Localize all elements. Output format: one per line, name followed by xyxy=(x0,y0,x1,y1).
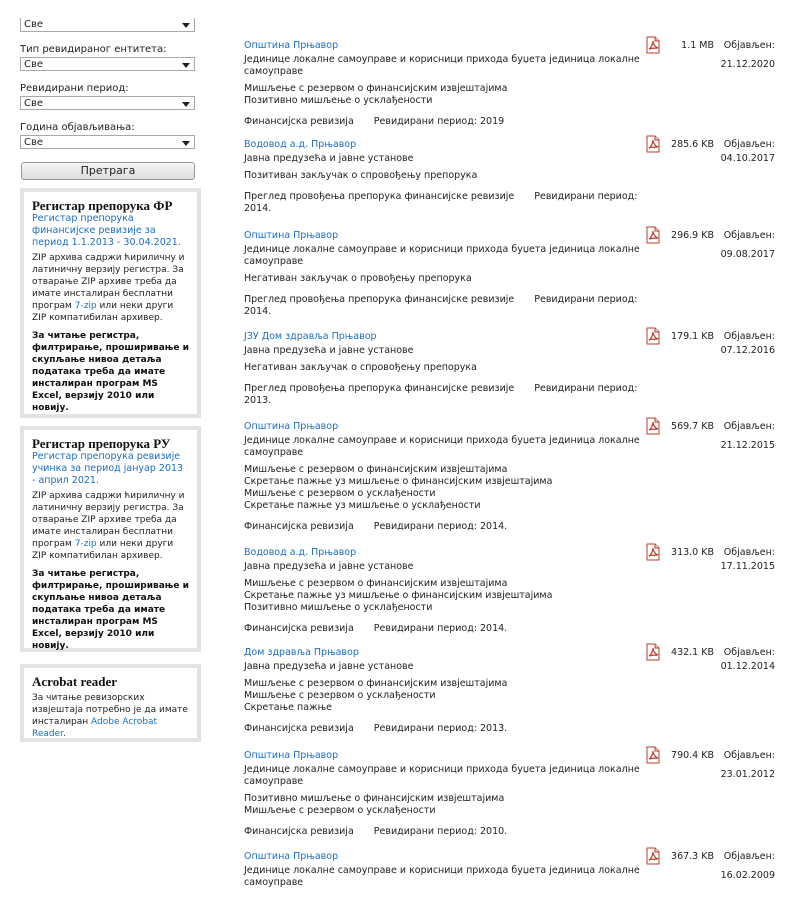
report-period-year: 2014. xyxy=(244,306,272,317)
register-fr-link[interactable]: Регистар препорука финансијске ревизије за период 1.1.2013 - 30.04.2021. xyxy=(32,213,181,248)
acrobat-text-start: За читање ревизорских извјештаја потребно је да имате инсталиран xyxy=(32,693,188,727)
first-filter-value: Све xyxy=(24,19,44,30)
year-value: Све xyxy=(24,137,44,148)
published-label: Објављен: xyxy=(723,750,775,761)
report-item xyxy=(243,851,783,905)
register-ru-zip-text xyxy=(32,490,189,562)
pdf-icon[interactable] xyxy=(646,847,660,865)
register-ru-excel-text: За читање регистра, филтрирање, проширивање и скупљање нивоа детаља података треба да имате инсталиран програм MS Excel, верзију 2010 или новију. xyxy=(32,569,189,651)
report-type: Преглед провођења препорука финансијске ревизије xyxy=(244,383,515,394)
report-type: Финансијска ревизија xyxy=(244,521,354,532)
report-period: Ревидирани период: 2014. xyxy=(373,521,508,532)
report-title-link[interactable]: ЈЗУ Дом здравља Прњавор xyxy=(244,331,377,342)
report-category: Јединице локалне самоуправе и корисници прихода буџета јединица локалне xyxy=(244,865,640,876)
report-title-link[interactable]: Водовод а.д. Прњавор xyxy=(244,547,357,558)
published-date: 23.01.2012 xyxy=(720,769,775,780)
report-type: Финансијска ревизија xyxy=(244,826,354,837)
entity-type-select[interactable] xyxy=(20,57,195,71)
file-size: 1.1 MB xyxy=(681,40,714,51)
report-opinion: Позитивно мишљење о усклађености xyxy=(244,95,433,106)
report-category: Јединице локалне самоуправе и корисници прихода буџета јединица локалне xyxy=(244,764,640,775)
published-label: Објављен: xyxy=(723,647,775,658)
acrobat-text xyxy=(32,692,189,740)
file-size: 367.3 KB xyxy=(671,851,714,862)
report-period: Ревидирани период: 2013. xyxy=(373,723,508,734)
report-opinion: Мишљење с резервом о финансијским извјештајима xyxy=(244,678,508,689)
report-opinion: Негативан закључак о спровођењу препорука xyxy=(244,362,477,373)
report-opinion: Позитивно мишљење о усклађености xyxy=(244,602,433,613)
published-date: 21.12.2020 xyxy=(720,59,775,70)
published-date: 04.10.2017 xyxy=(720,153,775,164)
acrobat-box xyxy=(20,664,201,742)
search-button[interactable]: Претрага xyxy=(21,162,195,180)
published-date: 09.08.2017 xyxy=(720,249,775,260)
report-item xyxy=(243,139,783,239)
published-date: 07.12.2016 xyxy=(720,345,775,356)
register-fr-title: Регистар препорука ФР xyxy=(32,198,173,213)
published-date: 21.12.2015 xyxy=(720,440,775,451)
file-size: 569.7 KB xyxy=(671,421,714,432)
year-select[interactable] xyxy=(20,135,195,149)
report-period xyxy=(534,383,637,395)
register-ru-box xyxy=(20,426,201,652)
pdf-icon[interactable] xyxy=(646,746,660,764)
report-item xyxy=(243,40,783,140)
register-fr-excel-text: За читање регистра, филтрирање, проширивање и скупљање нивоа детаља података треба да имате инсталиран програм MS Excel, верзију 2010 или новију. xyxy=(32,331,189,413)
report-type: Преглед провођења препорука финансијске ревизије xyxy=(244,191,515,202)
acrobat-title: Acrobat reader xyxy=(32,674,118,689)
pdf-icon[interactable] xyxy=(646,543,660,561)
period-select[interactable] xyxy=(20,96,195,110)
pdf-icon[interactable] xyxy=(646,643,660,661)
report-period: Ревидирани период: 2019 xyxy=(373,116,505,127)
pdf-icon[interactable] xyxy=(646,135,660,153)
report-opinion: Скретање пажње xyxy=(244,702,332,713)
published-label: Објављен: xyxy=(723,851,775,862)
report-period-label: Ревидирани период: xyxy=(534,383,638,394)
report-category: Јединице локалне самоуправе и корисници прихода буџета јединица локалне xyxy=(244,244,640,255)
chevron-down-icon xyxy=(182,63,190,68)
zip-text-end: или неки други ZIP компатибилан архивер. xyxy=(32,301,174,323)
report-opinion: Мишљење с резервом о усклађености xyxy=(244,488,436,499)
report-meta xyxy=(244,521,640,533)
report-opinion: Мишљење с резервом о усклађености xyxy=(244,690,436,701)
report-opinion: Мишљење с резервом о финансијским извјештајима xyxy=(244,578,508,589)
report-period-label: Ревидирани период: xyxy=(534,191,638,202)
report-category: самоуправе xyxy=(244,877,304,888)
published-label: Објављен: xyxy=(723,331,775,342)
file-size: 432.1 KB xyxy=(671,647,714,658)
register-ru-title: Регистар препорука РУ xyxy=(32,436,171,451)
report-opinion: Мишљење с резервом о усклађености xyxy=(244,805,436,816)
report-period-year: 2014. xyxy=(244,203,272,214)
report-item xyxy=(243,647,783,747)
file-size: 285.6 KB xyxy=(671,139,714,150)
entity-type-value: Све xyxy=(24,59,44,70)
register-ru-link[interactable]: Регистар препорука ревизије учинка за период јануар 2013 - април 2021. xyxy=(32,451,184,486)
file-size: 313.0 KB xyxy=(671,547,714,558)
report-details xyxy=(244,764,640,838)
7zip-link[interactable]: 7-zip xyxy=(74,539,97,549)
7zip-link[interactable]: 7-zip xyxy=(74,301,97,311)
file-size: 790.4 KB xyxy=(671,750,714,761)
report-opinion: Скретање пажње уз мишљење о финансијским извјештајима xyxy=(244,476,553,487)
report-opinion: Мишљење с резервом о финансијским извјештајима xyxy=(244,464,508,475)
report-opinion: Позитиван закључак о спровођењу препорука xyxy=(244,170,478,181)
report-title-link[interactable]: Општина Прњавор xyxy=(244,230,339,241)
report-period xyxy=(534,294,637,306)
file-size: 296.9 KB xyxy=(671,230,714,241)
report-meta xyxy=(244,623,640,635)
pdf-icon[interactable] xyxy=(646,226,660,244)
report-item xyxy=(243,230,783,330)
published-date: 16.02.2009 xyxy=(720,870,775,881)
period-value: Све xyxy=(24,98,44,109)
report-opinion: Скретање пажње уз мишљење о усклађености xyxy=(244,500,481,511)
report-category: Јединице локалне самоуправе и корисници прихода буџета јединица локалне xyxy=(244,54,640,65)
report-meta xyxy=(244,826,640,838)
published-label: Објављен: xyxy=(723,547,775,558)
report-period: Ревидирани период: 2014. xyxy=(373,623,508,634)
report-item xyxy=(243,750,783,850)
acrobat-reader-link[interactable]: Adobe Acrobat Reader xyxy=(32,717,158,739)
pdf-icon[interactable] xyxy=(646,417,660,435)
report-category: Јавна предузећа и јавне установе xyxy=(244,561,414,572)
report-details xyxy=(244,661,640,735)
report-meta xyxy=(244,116,640,128)
report-meta xyxy=(244,294,640,318)
report-type: Финансијска ревизија xyxy=(244,623,354,634)
report-details xyxy=(244,244,640,318)
report-item xyxy=(243,547,783,647)
report-type: Финансијска ревизија xyxy=(244,116,354,127)
first-filter-select[interactable] xyxy=(20,18,195,32)
report-details xyxy=(244,345,640,407)
report-category: Јавна предузећа и јавне установе xyxy=(244,345,414,356)
report-meta xyxy=(244,723,640,735)
zip-text-start: ZIP архива садржи ћириличну и латиничну верзију регистра. За отварање ZIP архиве треба да имате инсталиран бесплатни програм xyxy=(32,491,185,549)
report-opinion: Позитивно мишљење о финансијским извјештајима xyxy=(244,793,505,804)
file-size: 179.1 KB xyxy=(671,331,714,342)
year-label: Година објављивања: xyxy=(20,122,135,133)
report-title-link[interactable]: Општина Прњавор xyxy=(244,40,339,51)
acrobat-text-end: . xyxy=(63,729,66,739)
zip-text-start: ZIP архива садржи ћириличну и латиничну верзију регистра. За отварање ZIP архиве треба да имате инсталиран бесплатни програм xyxy=(32,253,185,311)
chevron-down-icon xyxy=(182,141,190,146)
zip-text-end: или неки други ZIP компатибилан архивер. xyxy=(32,539,174,561)
report-category: Јединице локалне самоуправе и корисници прихода буџета јединица локалне xyxy=(244,435,640,446)
report-opinion: Негативан закључак о провођењу препорука xyxy=(244,273,472,284)
report-type: Преглед провођења препорука финансијске ревизије xyxy=(244,294,515,305)
report-title-link[interactable]: Општина Прњавор xyxy=(244,851,339,862)
published-label: Објављен: xyxy=(723,230,775,241)
report-details xyxy=(244,153,640,215)
period-label: Ревидирани период: xyxy=(20,83,129,94)
pdf-icon[interactable] xyxy=(646,327,660,345)
report-item xyxy=(243,421,783,532)
published-date: 17.11.2015 xyxy=(720,561,775,572)
report-details xyxy=(244,865,640,889)
report-meta xyxy=(244,383,640,407)
report-category: самоуправе xyxy=(244,776,304,787)
report-period-year: 2013. xyxy=(244,395,272,406)
report-period-label: Ревидирани период: xyxy=(534,294,638,305)
report-category: Јавна предузећа и јавне установе xyxy=(244,153,414,164)
report-details xyxy=(244,54,640,128)
report-details xyxy=(244,561,640,635)
published-label: Објављен: xyxy=(723,40,775,51)
report-details xyxy=(244,435,640,533)
report-category: самоуправе xyxy=(244,447,304,458)
report-title-link[interactable]: Дом здравља Прњавор xyxy=(244,647,359,658)
published-label: Објављен: xyxy=(723,421,775,432)
report-meta xyxy=(244,191,640,215)
published-date: 01.12.2014 xyxy=(720,661,775,672)
chevron-down-icon xyxy=(182,23,190,28)
pdf-icon[interactable] xyxy=(646,36,660,54)
register-fr-box xyxy=(20,188,201,418)
report-category: самоуправе xyxy=(244,256,304,267)
report-opinion: Мишљење с резервом о финансијским извјештајима xyxy=(244,83,508,94)
register-fr-zip-text xyxy=(32,252,189,324)
report-opinion: Скретање пажње уз мишљење о финансијским извјештајима xyxy=(244,590,553,601)
report-title-link[interactable]: Водовод а.д. Прњавор xyxy=(244,139,357,150)
entity-type-label: Тип ревидираног ентитета: xyxy=(20,44,167,55)
report-item xyxy=(243,331,783,431)
chevron-down-icon xyxy=(182,102,190,107)
report-category: Јавна предузећа и јавне установе xyxy=(244,661,414,672)
report-title-link[interactable]: Општина Прњавор xyxy=(244,750,339,761)
published-label: Објављен: xyxy=(723,139,775,150)
report-period: Ревидирани период: 2010. xyxy=(373,826,508,837)
report-category: самоуправе xyxy=(244,66,304,77)
report-period xyxy=(534,191,637,203)
report-title-link[interactable]: Општина Прњавор xyxy=(244,421,339,432)
report-type: Финансијска ревизија xyxy=(244,723,354,734)
